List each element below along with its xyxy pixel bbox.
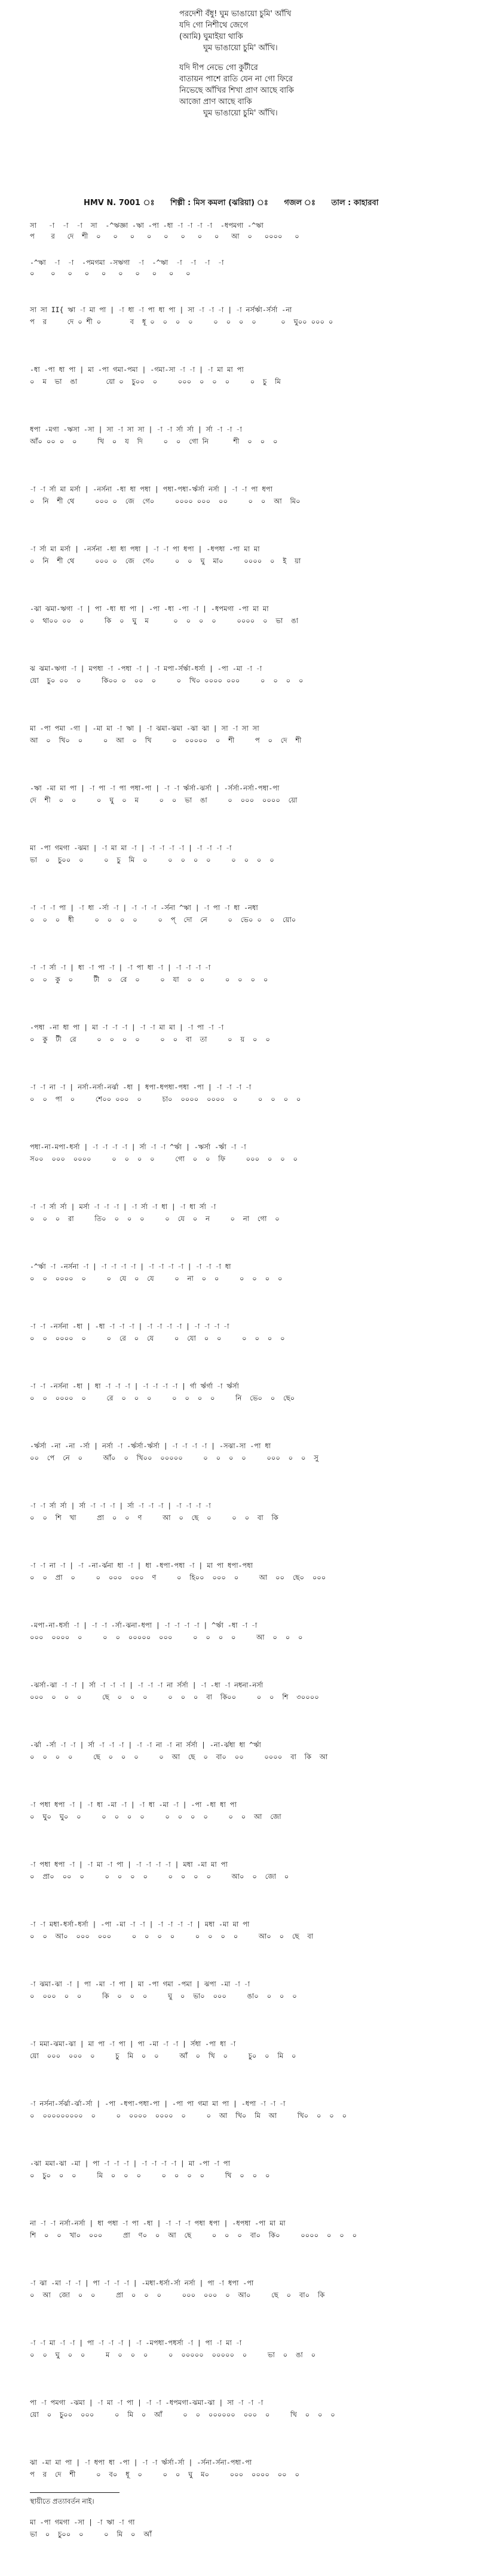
notes-row: ধপা -মগা -ঋসা -সা | সা -া সা সা | -া -া র্সা র্সা | র্সা -া -া -া [30, 425, 242, 434]
syllable-row: ০ ০ পা ০ শে০০ ০০০ ০ চা০ ০০০০ ০০০০ ০ ০ ০ ০ ০ [30, 1095, 301, 1103]
notes-row: -া -া মা -া -া | পা -া -া -া | -া -মপধা-পধর্সা -া | পা -া মা -া [30, 2339, 242, 2347]
syllable-row: ভা ০ চু০০ ০ ০ মি ০ আঁ [30, 2530, 152, 2538]
notes-row: -র্ঋর্সা -না -না -র্সা | নর্সা -া -র্ঋর্সা-র্ঋর্সা | -া -া -া -া | -সঝা-সা -পা ধা [30, 1442, 271, 1450]
notation-block [30, 1679, 460, 1739]
notation-block [30, 543, 460, 603]
intro-notes-row: সা -া -া -া সা -^ঋজ্ঞা -ঋা -পা -ধা -া -া -া -া -ধপমগা -^ঋা [30, 221, 263, 230]
notes-row: -া পধা ধপা -া | -া ধা -মা -া | -া ধা -মা -া | -পা -ধা ধা পা [30, 1800, 237, 1809]
syllable-row: আঁ০ ০০ ০ ০ খি ০ য দি ০ ০ গো নি শী ০ ০ ০ [30, 437, 278, 445]
notation-block [30, 1260, 460, 1320]
lyric-line: পরদেশী বঁধু! ঘুম ভাঙায়ো চুমি' আঁখি [179, 10, 292, 19]
lyric-line: ঘুম ভাঙায়ো চুমি' আঁখি। [203, 109, 278, 118]
notation-block [30, 2277, 460, 2337]
syllable-row: ০ চু০ ০ ০ মি ০ ০ ০ ০ ০ ০ ০ খি ০ ০ ০ [30, 2171, 270, 2180]
lyric-line: (আমি) ঘুমাইয়া থাকি [179, 32, 243, 41]
lyric-line: আজো প্রাণ আছে বাকি [179, 97, 252, 106]
syllable-row: ০ থা০০ ০০ ০ কি ০ ঘু ম ০ ০ ০ ০ ০০০০ ০ ভা ঙা [30, 616, 298, 625]
lyric-line: যদি গো নিশীথে জেগে [179, 21, 249, 30]
syllable-row: শি ০ ০ খা০ ০০০ প্রা ণ০ ০ আ ছে ০ ০ ০ বা০ কি০ ০০০০ ০ ০ ০ [30, 2231, 357, 2239]
syllable-row: ০ ০ ০০০০ ০ ০ যে ০ যে ০ না ০ ০ ০ ০ ০ ০ [30, 1274, 283, 1283]
footnote-divider [30, 2492, 120, 2493]
syllable-row: ০ কু টী রে ০ ০ ০ ০ ০ ০ বা তা ০ য় ০ ০ [30, 1035, 270, 1043]
notation-block [30, 1739, 460, 1799]
notation-block [30, 1619, 460, 1679]
notation-block [30, 423, 460, 483]
notation-block [30, 483, 460, 543]
notation-block [30, 1858, 460, 1918]
syllable-row: ০ ০ ০০০০ ০ ০ রে ০ যে ০ যো ০ ০ ০ ০ ০ ০ [30, 1334, 285, 1342]
notation-block [30, 1440, 460, 1500]
artist-credit: শিল্পী : মিস কমলা (ঝরিয়া) ঃ [170, 199, 268, 207]
notes-row: -ধা -পা ধা পা | মা -পা গমা-পমা | -গমা-সা -া -া | -া মা মা পা [30, 365, 244, 374]
notation-block [30, 1500, 460, 1559]
notes-row: মা -পা গমগা -সা | -া ঋা -া গা [30, 2518, 135, 2526]
notes-row: পা -া পমগা -ঝমা | -া মা -া পা | -া -া -ধপমগা-ঝমা-ঝা | সা -া -া -া [30, 2398, 263, 2407]
notation-block [30, 304, 460, 364]
notes-row: -া পধা ধপা -া | -া মা -া পা | -া -া -া -া | মধা -মা মা পা [30, 1860, 228, 1869]
notes-row: -া -া র্সা মা মর্সা | -নর্সনা -ধা ধা পধা | পধা-পধা-র্ঋর্সা নর্সা | -া -া পা ধপা [30, 485, 272, 493]
notation-block [30, 1320, 460, 1380]
lyric-line: যদি দীপ নেভে গো কুটীরে [179, 63, 258, 72]
notes-row: -ঝা মমা-ঝা -মা | পা -া -া -া | -া -া -া -া | মা -পা -া পা [30, 2159, 230, 2168]
notes-row: -^র্ঋা -া -নর্সনা -া | -া -া -া -া | -া -া -া -া | -া -া -া ধা [30, 1262, 231, 1271]
notation-block [30, 1918, 460, 1978]
notes-row: ঝা -মা মা পা | -া ধপা ধা -পা | -া -া র্ঋর্সা-র্সা | -র্সনা-র্সনা-পধা-পা [30, 2458, 252, 2467]
notation-block [30, 663, 460, 722]
lyric-line: ঘুম ভাঙায়ো চুমি' আঁখি। [203, 44, 278, 53]
notes-row: -মপা-না-ধর্সা -া | -া -া -র্সা-ঝনা-ধপা | -া -া -া -া | ^র্ঋা -ধা -া -া [30, 1621, 258, 1629]
syllable-row: ০ ঘু০ ঘু০ ০ ০ ০ ০ ০ ০ ০ ০ ০ ০ ০ আ জো [30, 1812, 281, 1821]
syllable-row: ০ ০ ০ ০ ছে ০ ০ ০ ০ আ ছে ০ বা০ ০০ ০০০০ বা কি আ [30, 1753, 328, 1761]
notation-block [30, 1141, 460, 1201]
notation-block [30, 782, 460, 842]
notes-row: -া -া -নর্সনা -ধা | ধা -া -া -া | -া -া -া -া | র্গা র্ঋর্গা -া র্ঋর্সা [30, 1382, 239, 1390]
record-number: HMV N. 7001 ঃ [84, 199, 155, 207]
lyric-line: বাতায়ন পাশে রাতি যেন না গো ফিরে [179, 75, 293, 84]
syllable-row: স০০ ০০০ ০০০০ ০ ০ ০ ০ গো ০ ০ ফি ০০০ ০ ০ ০ [30, 1155, 298, 1163]
syllable-row: ০ ০ প্রা ০ ০ ০০০ ০০০ ণ ০ হি০০ ০০০ ০ আ ০০ ছে০ ০০০ [30, 1573, 326, 1582]
syllable-row: ০ ০ ঘু ০ ০ ম ০ ০ ০ ০ ০০০০০ ০০০০০ ০ ভা ০ ঙা ০ [30, 2351, 316, 2359]
notes-row: -া -া -নর্সনা -ধা | -ধা -া -া -া | -া -া -া -া | -া -া -া -া [30, 1322, 229, 1330]
notes-row: -া -া -া পা | -া ধা -র্সা -া | -া -া -া -র্সনা ^ঋা | -া পা -া ধা -নধা [30, 904, 258, 912]
notation-block [30, 1081, 460, 1141]
notation-block [30, 1559, 460, 1619]
syllable-row: য়ো ০০০ ০০০ ০ চু মি ০ ০ আঁ ০ খি ০ চু০ ০ মি ০ [30, 2052, 296, 2060]
syllable-row: ০ ০ আ০ ০০০ ০০০ ০ ০ ০ ০ ০ ০ ০ ০ আ০ ০ ছে বা [30, 1932, 314, 1940]
notes-row: ঝ ঝমা-ঋগা -া | মপধা -া -পধা -া | -া মপা-র্সর্ঋা-ধর্সা | -পা -মা -া -া [30, 664, 262, 673]
notes-row: -া ঝমা-ঝা -া | পা -মা -া পা | মা -পা গমা -পমা | ঝপা -মা -া -া [30, 1980, 250, 1988]
notation-block [30, 842, 460, 902]
genre-label: গজল ঃ [284, 199, 315, 207]
tala-label: তাল : কাহারবা [331, 199, 379, 207]
syllable-row: আ ০ খি০ ০ ০ আ ০ খি ০ ০০০০০ ০ শী প ০ দে শী [30, 736, 302, 744]
notation-block [30, 902, 460, 962]
intro-notation [30, 220, 460, 279]
syllable-row: ০ ০০০ ০ ০ কি ০ ০ ০ ঘু ০ ভা০ ০০০ ঙা০ ০ ০ ০ [30, 1992, 297, 2000]
syllable-row: ০ আ জো ০ ০ প্রা ০ ০ ০ ০০০ ০০০ ০ আ০ ছে ০ বা০ কি [30, 2291, 325, 2299]
syllable-row: ০০০ ০ ০ ০ ছে ০ ০ ০ ০ ০ ০ বা কি০০ ০ ০ শি ৩০০০০ [30, 1693, 319, 1701]
notation-block [30, 962, 460, 1021]
syllable-row: ভা ০ চু০০ ০ ০ চু মি ০ ০ ০ ০ ০ ০ ০ ০ ০ [30, 856, 274, 864]
notes-row: -া -া না -া | নর্সা-নর্সা-নর্ঝা -ধা | ধপা-ধপধা-পধা -পা | -া -া -া -া [30, 1083, 252, 1091]
notes-row: -ঝর্সা-ঝা -া -া | র্সা -া -া -া | -া -া -া না র্সর্সা | -া -ধা -া নধনা-নর্সা [30, 1681, 263, 1689]
notes-row: -া -া র্সা র্সা | মর্সা -া -া -া | -া র্সা -া ধা | -া ধা র্সা -া [30, 1202, 216, 1211]
notation-block [30, 2157, 460, 2217]
footnote [30, 2492, 209, 2508]
notes-row: -ঝা ঝমা-ঋগা -া | পা -ধা ধা পা | -পা -ধা -পা -া | -ধপমগা -পা মা মা [30, 605, 269, 613]
notation-block [30, 364, 460, 423]
notation-block [30, 2516, 460, 2576]
syllable-row: য়ো ০ চু০০ ০০০ ০ মি ০ আঁ ০ ০ ০০০০০০ ০০০ ০ খি ০ ০ ০ [30, 2410, 335, 2419]
syllable-row: ০ ম ভা ঙা য়ো ০ চু০০ ০ ০০০ ০ ০ ০ ০ চু মি [30, 377, 281, 386]
lyric-line: নিভেছে আঁখির শিখা প্রাণ আছে বাকি [179, 86, 294, 95]
intro-lyric-row: প র দে শী ০ ০ ০ ০ ০ ০ ০ ০ আ ০ ০০০০ ০ [30, 232, 299, 240]
song-header [84, 197, 442, 210]
notes-row: পধা-না-মপা-ধর্সা | -া -া -া -া | র্সা -া -া ^র্ঋা | -ঋর্সা -র্ঋা -া -া [30, 1143, 246, 1151]
notation-block [30, 722, 460, 782]
syllable-row: প র দে ০ শী ০ ব ধূ ০ ০ ০ ০ ০ ০ ০ ০ ০ ঘু০০ ০০০ ০ [30, 318, 333, 326]
syllable-row: ০ ০ ০০০০ ০ রে ০ ০ ০ ০ ০ ০ ০ নি ভে০ ০ ছে০ [30, 1394, 295, 1402]
syllable-row: ০০০ ০০০০ ০ ০ ০ ০০০০০ ০০০ ০ ০ ০ ০ আ ০ ০ ০ [30, 1633, 303, 1641]
syllable-row: ০ ০ কু ০ টী ০ রে ০ ০ যা ০ ০ ০ ০ ০ ০ [30, 975, 268, 984]
notation-block [30, 2337, 460, 2397]
notes-row: না -া -া নর্সা-নর্সা | ধা পধা -া পা -ধা | -া -া -া পধা ধপা | -ধপধা -পা মা মা [30, 2219, 286, 2227]
notation-block [30, 1799, 460, 1858]
notation-block [30, 2397, 460, 2456]
notes-row: -া মমা-ঝমা-ঝা | মা পা -া পা | পা -মা -া -া | র্সধা -পা ধা -া [30, 2040, 236, 2048]
syllable-row: ০ ০ ০ রা তি০ ০ ০ ০ ০ যে ০ ন ০ না গো ০ [30, 1214, 280, 1223]
syllable-row: ০ নি শী থে ০০০ ০ জে গে০ ০ ০ ঘু মা০ ০০০০ ০ ই য়া [30, 557, 301, 565]
syllable-row: ০ ০ ০ ধী ০ ০ ০ ০ ০ প্ দো নে ০ ভে০ ০ ০ য়ো০ [30, 915, 296, 924]
notes-row: -ঋা -মা মা পা | -া পা -া পা পধা-পা | -া -া র্ঋর্সা-ঝর্সা | -র্সর্সা-নর্সা-পধা-পা [30, 784, 280, 792]
notes-row: সা সা II{ ঋা -া মা পা | -া ধা -া পা ধা পা | সা -া -া -া | -া নর্সর্ঋা-র্সর্সা -না [30, 306, 292, 314]
notes-row: -া -া র্সা র্সা | র্সা -া -া -া | র্সা -া -া -া | -া -া -া -া [30, 1501, 211, 1510]
intro-notes-row: -^ঋা -া -া -পমগমা -সঋগা -া -^ঋা -া -া -া -া [30, 258, 224, 267]
syllable-row: ০ ০০০০০০০০০ ০ ০ ০০০০ ০০০০ ০ ০ আ খি০ মি আ খি০ ০ ০ ০ [30, 2111, 347, 2120]
notes-row: -া নর্সনা-র্সর্ঝা-র্ঝা-র্সা | -পা -ধপা-পধা-পা | -পা পা গমা মা পা | -ধপা -া -া -া [30, 2099, 286, 2108]
intro-lyric-row: ০ ০ ০ ০ ০ ০ ০ ০ ০ ০ [30, 269, 191, 277]
footnote-text: স্থায়ীতে প্রত্যাবর্তন নাই। [30, 2497, 94, 2505]
notes-row: -র্ঝা -র্সা -া -া | র্সা -া -া -া | -া -া না -া না র্সর্সা | -না-র্ঝধা ধা ^র্ঋা [30, 1741, 261, 1749]
song-lyrics [179, 8, 394, 119]
notes-row: -া -া র্সা -া | ধা -া পা -া | -া পা ধা -া | -া -া -া -া [30, 963, 211, 972]
notation-block [30, 2038, 460, 2098]
notes-row: -া ঝা -মা -া -া | পা -া -া -া | -মধা-ধর্সা-র্সা নর্সা | পা -া ধপা -পা [30, 2279, 254, 2287]
notes-row: -া র্সা মা মর্সা | -নর্সনা -ধা ধা পধা | -া -া পা ধপা | -ধপধা -পা মা মা [30, 545, 260, 553]
notes-row: -পধা -না ধা পা | মা -া -া -া | -া -া মা মা | -া পা -া -া [30, 1023, 223, 1031]
syllable-row: প র দে শী ০ ব০ ধূ ০ ০ ০ ঘু ম০ ০০০ ০০০০ ০০ ০ [30, 2470, 299, 2479]
notation-block [30, 2217, 460, 2277]
notation-block [30, 1021, 460, 1081]
notation-block [30, 1978, 460, 2038]
notation-block [30, 1201, 460, 1260]
syllable-row: ০০ পে নে ০ আঁ০ ০ খি০০ ০০০০০ ০ ০ ০ ০ ০০০ ০ ০ সু [30, 1454, 318, 1462]
syllable-row: য়ো চু০ ০০ ০ কি০০ ০ ০০ ০ ০ খি০ ০০০০ ০০০ ০ ০ ০ ০ [30, 676, 304, 685]
notes-row: -া -া মধা-ধর্সা-ধর্সা | -পা -মা -া -া | -া -া -া -া | মধা -মা মা পা [30, 1920, 250, 1928]
notation-block [30, 2098, 460, 2157]
notation-staff [30, 304, 460, 2576]
syllable-row: ০ প্রা০ ০০ ০ ০ ০ ০ ০ ০ ০ ০ ০ আ০ ০ জো ০ [30, 1872, 289, 1881]
notes-row: মা -পা গমগা -ঝমা | -া মা মা -া | -া -া -া -া | -া -া -া -া [30, 844, 232, 852]
notes-row: মা -পা পমা -গা | -মা মা -া ঋা | -া ঝমা-ঝমা -ঝা ঝা | সা -া সা সা [30, 724, 259, 732]
notation-block [30, 603, 460, 663]
notation-block [30, 1380, 460, 1440]
notes-row: -া -া না -া | -া -না-র্ঝনা ধা -া | ধা -ধপা-পধা -া | মা পা ধপা-পধা [30, 1561, 253, 1570]
syllable-row: ০ ০ শি খা প্রা ০ ০ ণ আ ০ ছে ০ ০ ০ বা কি [30, 1513, 278, 1522]
syllable-row: দে শী ০ ০ ০ ঘু ০ ম ০ ০ ভা ঙা ০ ০০০ ০০০০ য়ো [30, 796, 298, 804]
syllable-row: ০ নি শী থে ০০০ ০ জে গে০ ০০০০ ০০০ ০০ ০ ০ আ মি০ [30, 497, 301, 505]
